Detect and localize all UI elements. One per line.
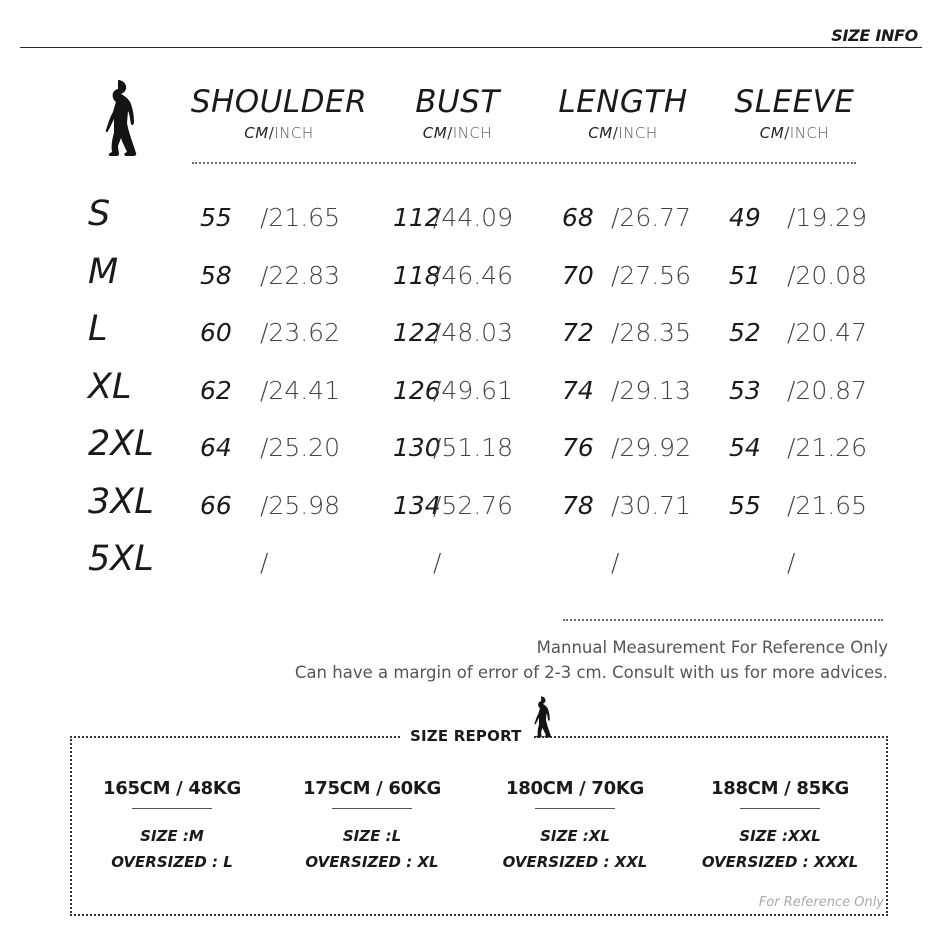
bust-cm: 126 bbox=[393, 376, 441, 405]
sleeve-cm: 51 bbox=[729, 261, 761, 290]
sleeve-inch: /19.29 bbox=[787, 203, 867, 232]
card-divider bbox=[740, 808, 820, 809]
sleeve-cm: 52 bbox=[729, 318, 761, 347]
length-cm: 72 bbox=[562, 318, 594, 347]
column-heading-length bbox=[548, 84, 698, 142]
bust-inch: /51.18 bbox=[433, 433, 513, 462]
length-inch: / bbox=[611, 548, 620, 577]
bust-cm: 118 bbox=[393, 261, 441, 290]
oversized-size: OVERSIZED : XL bbox=[305, 853, 439, 871]
bust-cm: 112 bbox=[393, 203, 441, 232]
notes-dotted-divider bbox=[563, 619, 883, 621]
walking-figure-icon bbox=[527, 693, 553, 743]
column-title: LENGTH bbox=[558, 84, 688, 120]
length-inch: /28.35 bbox=[611, 318, 691, 347]
length-inch: /27.56 bbox=[611, 261, 691, 290]
size-label: 2XL bbox=[88, 424, 154, 464]
sleeve-cm: 53 bbox=[729, 376, 761, 405]
size-label: S bbox=[88, 194, 111, 234]
length-cm: 70 bbox=[562, 261, 594, 290]
recommended-size: SIZE :XL bbox=[540, 827, 610, 845]
column-unit: CM/INCH bbox=[759, 124, 830, 142]
shoulder-cm: 62 bbox=[200, 376, 232, 405]
size-report-title: SIZE REPORT bbox=[410, 727, 522, 745]
size-label: XL bbox=[88, 367, 132, 407]
shoulder-cm: 58 bbox=[200, 261, 232, 290]
header-dotted-divider bbox=[192, 162, 856, 164]
reference-footnote: For Reference Only bbox=[758, 895, 884, 910]
size-label: 3XL bbox=[88, 482, 154, 522]
shoulder-cm: 64 bbox=[200, 433, 232, 462]
sleeve-inch: / bbox=[787, 548, 796, 577]
size-info-title: SIZE INFO bbox=[831, 26, 918, 45]
length-cm: 78 bbox=[562, 491, 594, 520]
shoulder-inch: /25.20 bbox=[260, 433, 340, 462]
sleeve-inch: /20.47 bbox=[787, 318, 867, 347]
shoulder-cm: 66 bbox=[200, 491, 232, 520]
height-weight: 188CM / 85KG bbox=[711, 778, 849, 799]
column-title: SLEEVE bbox=[734, 84, 855, 120]
column-unit: CM/INCH bbox=[244, 124, 314, 142]
recommended-size: SIZE :L bbox=[342, 827, 402, 845]
length-inch: /30.71 bbox=[611, 491, 691, 520]
sleeve-inch: /20.87 bbox=[787, 376, 867, 405]
card-divider bbox=[132, 808, 212, 809]
sleeve-inch: /20.08 bbox=[787, 261, 867, 290]
bust-inch: /46.46 bbox=[433, 261, 513, 290]
shoulder-inch: /24.41 bbox=[260, 376, 340, 405]
bust-cm: 130 bbox=[393, 433, 441, 462]
column-unit: CM/INCH bbox=[422, 124, 493, 142]
size-report-title-wrap bbox=[400, 724, 532, 748]
column-unit: CM/INCH bbox=[588, 124, 658, 142]
card-divider bbox=[535, 808, 615, 809]
oversized-size: OVERSIZED : XXL bbox=[502, 853, 648, 871]
length-cm: 76 bbox=[562, 433, 594, 462]
size-report-card bbox=[690, 778, 870, 875]
height-weight: 175CM / 60KG bbox=[303, 778, 441, 799]
length-inch: /29.13 bbox=[611, 376, 691, 405]
height-weight: 180CM / 70KG bbox=[506, 778, 644, 799]
measurement-note: Mannual Measurement For Reference Only bbox=[536, 638, 888, 657]
shoulder-inch: /22.83 bbox=[260, 261, 340, 290]
sleeve-cm: 49 bbox=[729, 203, 761, 232]
recommended-size: SIZE :XXL bbox=[739, 827, 821, 845]
sleeve-cm: 55 bbox=[729, 491, 761, 520]
bust-inch: /52.76 bbox=[433, 491, 513, 520]
column-title: SHOULDER bbox=[190, 84, 368, 120]
length-inch: /29.92 bbox=[611, 433, 691, 462]
bust-cm: 134 bbox=[393, 491, 441, 520]
recommended-size: SIZE :M bbox=[140, 827, 204, 845]
oversized-size: OVERSIZED : L bbox=[111, 853, 233, 871]
shoulder-cm: 60 bbox=[200, 318, 232, 347]
size-report-card bbox=[282, 778, 462, 875]
length-inch: /26.77 bbox=[611, 203, 691, 232]
column-heading-shoulder bbox=[180, 84, 378, 142]
shoulder-inch: /21.65 bbox=[260, 203, 340, 232]
sleeve-cm: 54 bbox=[729, 433, 761, 462]
shoulder-inch: / bbox=[260, 548, 269, 577]
size-label: L bbox=[88, 309, 108, 349]
height-weight: 165CM / 48KG bbox=[103, 778, 241, 799]
size-label: M bbox=[88, 252, 119, 292]
bust-cm: 122 bbox=[393, 318, 441, 347]
size-report-card bbox=[485, 778, 665, 875]
column-heading-bust bbox=[385, 84, 530, 142]
sleeve-inch: /21.26 bbox=[787, 433, 867, 462]
column-title: BUST bbox=[415, 84, 500, 120]
length-cm: 74 bbox=[562, 376, 594, 405]
bust-inch: / bbox=[433, 548, 442, 577]
walking-figure-icon bbox=[92, 78, 140, 162]
bust-inch: /49.61 bbox=[433, 376, 513, 405]
shoulder-cm: 55 bbox=[200, 203, 232, 232]
card-divider bbox=[332, 808, 412, 809]
margin-note: Can have a margin of error of 2-3 cm. Consult with us for more advices. bbox=[294, 663, 888, 682]
shoulder-inch: /23.62 bbox=[260, 318, 340, 347]
sleeve-inch: /21.65 bbox=[787, 491, 867, 520]
bust-inch: /48.03 bbox=[433, 318, 513, 347]
bust-inch: /44.09 bbox=[433, 203, 513, 232]
column-heading-sleeve bbox=[722, 84, 867, 142]
size-label: 5XL bbox=[88, 539, 154, 579]
length-cm: 68 bbox=[562, 203, 594, 232]
header-divider bbox=[20, 47, 922, 48]
size-report-card bbox=[82, 778, 262, 875]
oversized-size: OVERSIZED : XXXL bbox=[701, 853, 859, 871]
shoulder-inch: /25.98 bbox=[260, 491, 340, 520]
